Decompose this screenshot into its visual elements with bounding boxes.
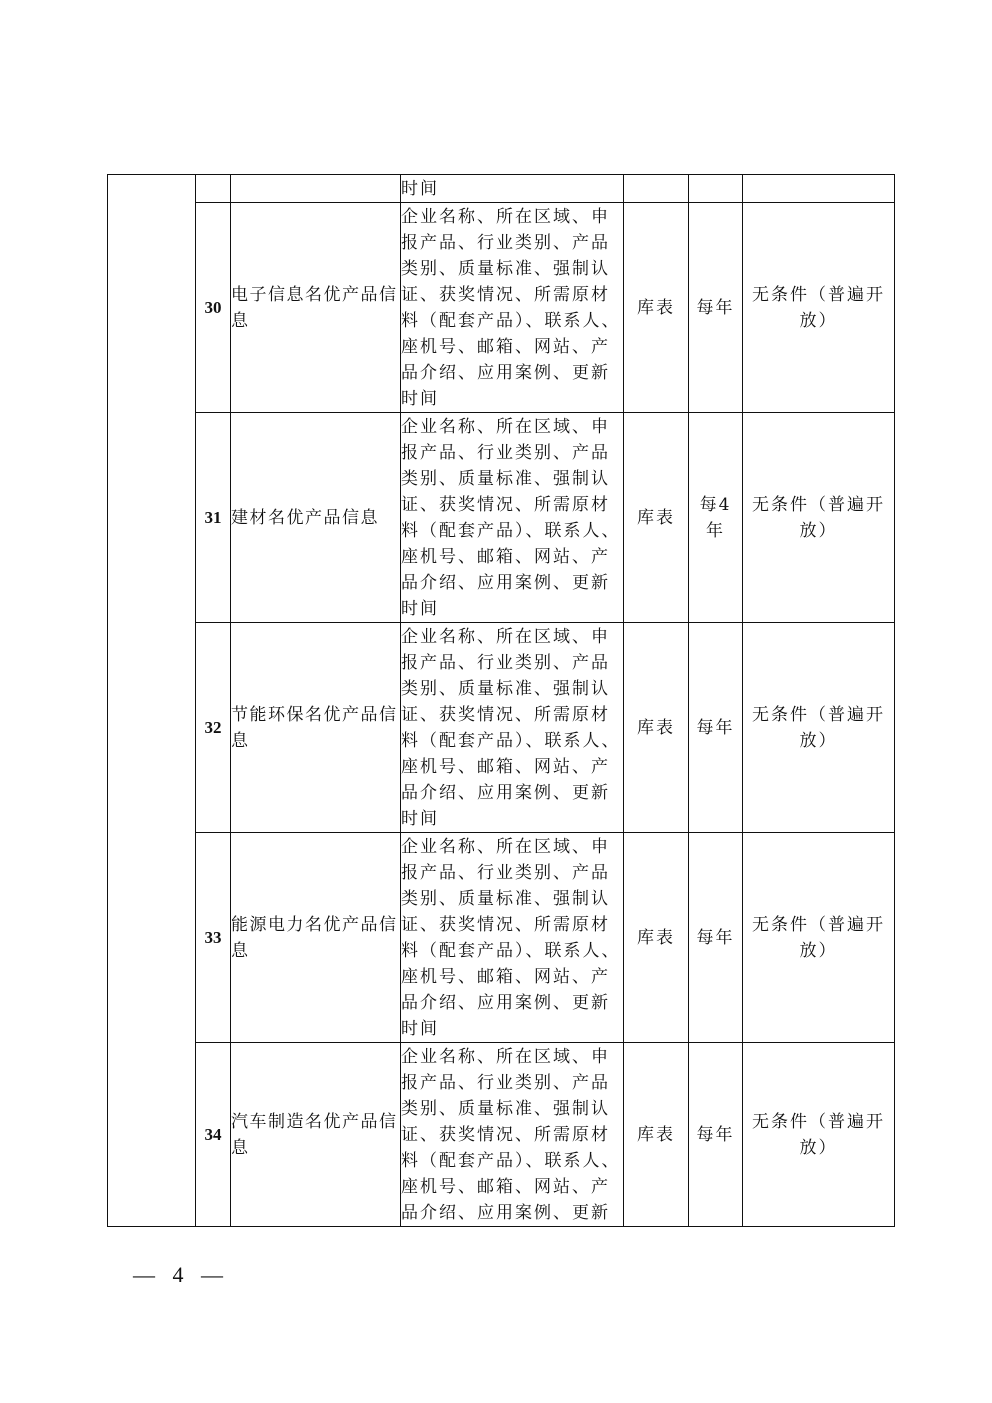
- open-condition: 无条件（普遍开放）: [743, 833, 895, 1043]
- resource-name: 电子信息名优产品信息: [231, 203, 401, 413]
- fields-cell: [401, 175, 624, 203]
- cond-cell: [743, 175, 895, 203]
- page-number: — 4 —: [133, 1262, 229, 1287]
- fields-cell: [401, 1043, 624, 1227]
- fields-text: 时间: [401, 178, 439, 199]
- num-cell: [196, 175, 231, 203]
- resource-name: 节能环保名优产品信息: [231, 623, 401, 833]
- share-form: 库表: [624, 203, 689, 413]
- category-cell: [108, 175, 196, 1227]
- fields-text: 企业名称、所在区域、申报产品、行业类别、产品类别、质量标准、强制认证、获奖情况、所需原材料（配套产品）、联系人、座机号、邮箱、网站、产品介绍、应用案例、更新时间: [401, 626, 621, 829]
- fields-cell: [401, 413, 624, 623]
- row-number: 34: [196, 1043, 231, 1227]
- fields-cell: [401, 833, 624, 1043]
- open-condition: 无条件（普遍开放）: [743, 1043, 895, 1227]
- open-condition: 无条件（普遍开放）: [743, 203, 895, 413]
- table-row: [108, 1043, 895, 1227]
- data-catalog-table: [107, 174, 895, 1227]
- fields-cell: [401, 203, 624, 413]
- open-condition: 无条件（普遍开放）: [743, 623, 895, 833]
- row-number: 32: [196, 623, 231, 833]
- resource-name: 汽车制造名优产品信息: [231, 1043, 401, 1227]
- row-number: 30: [196, 203, 231, 413]
- update-frequency: 每年: [689, 623, 743, 833]
- update-frequency: 每年: [689, 203, 743, 413]
- update-frequency: 每年: [689, 1043, 743, 1227]
- fields-text: 企业名称、所在区域、申报产品、行业类别、产品类别、质量标准、强制认证、获奖情况、所需原材料（配套产品）、联系人、座机号、邮箱、网站、产品介绍、应用案例、更新: [401, 1046, 621, 1223]
- row-number: 31: [196, 413, 231, 623]
- table-row: [108, 175, 895, 203]
- table-row: [108, 623, 895, 833]
- share-form: 库表: [624, 1043, 689, 1227]
- form-cell: [624, 175, 689, 203]
- table-row: [108, 833, 895, 1043]
- update-frequency: 每4年: [689, 413, 743, 623]
- fields-text: 企业名称、所在区域、申报产品、行业类别、产品类别、质量标准、强制认证、获奖情况、所需原材料（配套产品）、联系人、座机号、邮箱、网站、产品介绍、应用案例、更新时间: [401, 836, 621, 1039]
- share-form: 库表: [624, 623, 689, 833]
- resource-name: 建材名优产品信息: [231, 413, 401, 623]
- resource-name: 能源电力名优产品信息: [231, 833, 401, 1043]
- share-form: 库表: [624, 833, 689, 1043]
- freq-cell: [689, 175, 743, 203]
- fields-text: 企业名称、所在区域、申报产品、行业类别、产品类别、质量标准、强制认证、获奖情况、所需原材料（配套产品）、联系人、座机号、邮箱、网站、产品介绍、应用案例、更新时间: [401, 416, 621, 619]
- row-number: 33: [196, 833, 231, 1043]
- table-row: [108, 203, 895, 413]
- update-frequency: 每年: [689, 833, 743, 1043]
- table-row: [108, 413, 895, 623]
- fields-text: 企业名称、所在区域、申报产品、行业类别、产品类别、质量标准、强制认证、获奖情况、所需原材料（配套产品）、联系人、座机号、邮箱、网站、产品介绍、应用案例、更新时间: [401, 206, 621, 409]
- share-form: 库表: [624, 413, 689, 623]
- fields-cell: [401, 623, 624, 833]
- open-condition: 无条件（普遍开放）: [743, 413, 895, 623]
- name-cell: [231, 175, 401, 203]
